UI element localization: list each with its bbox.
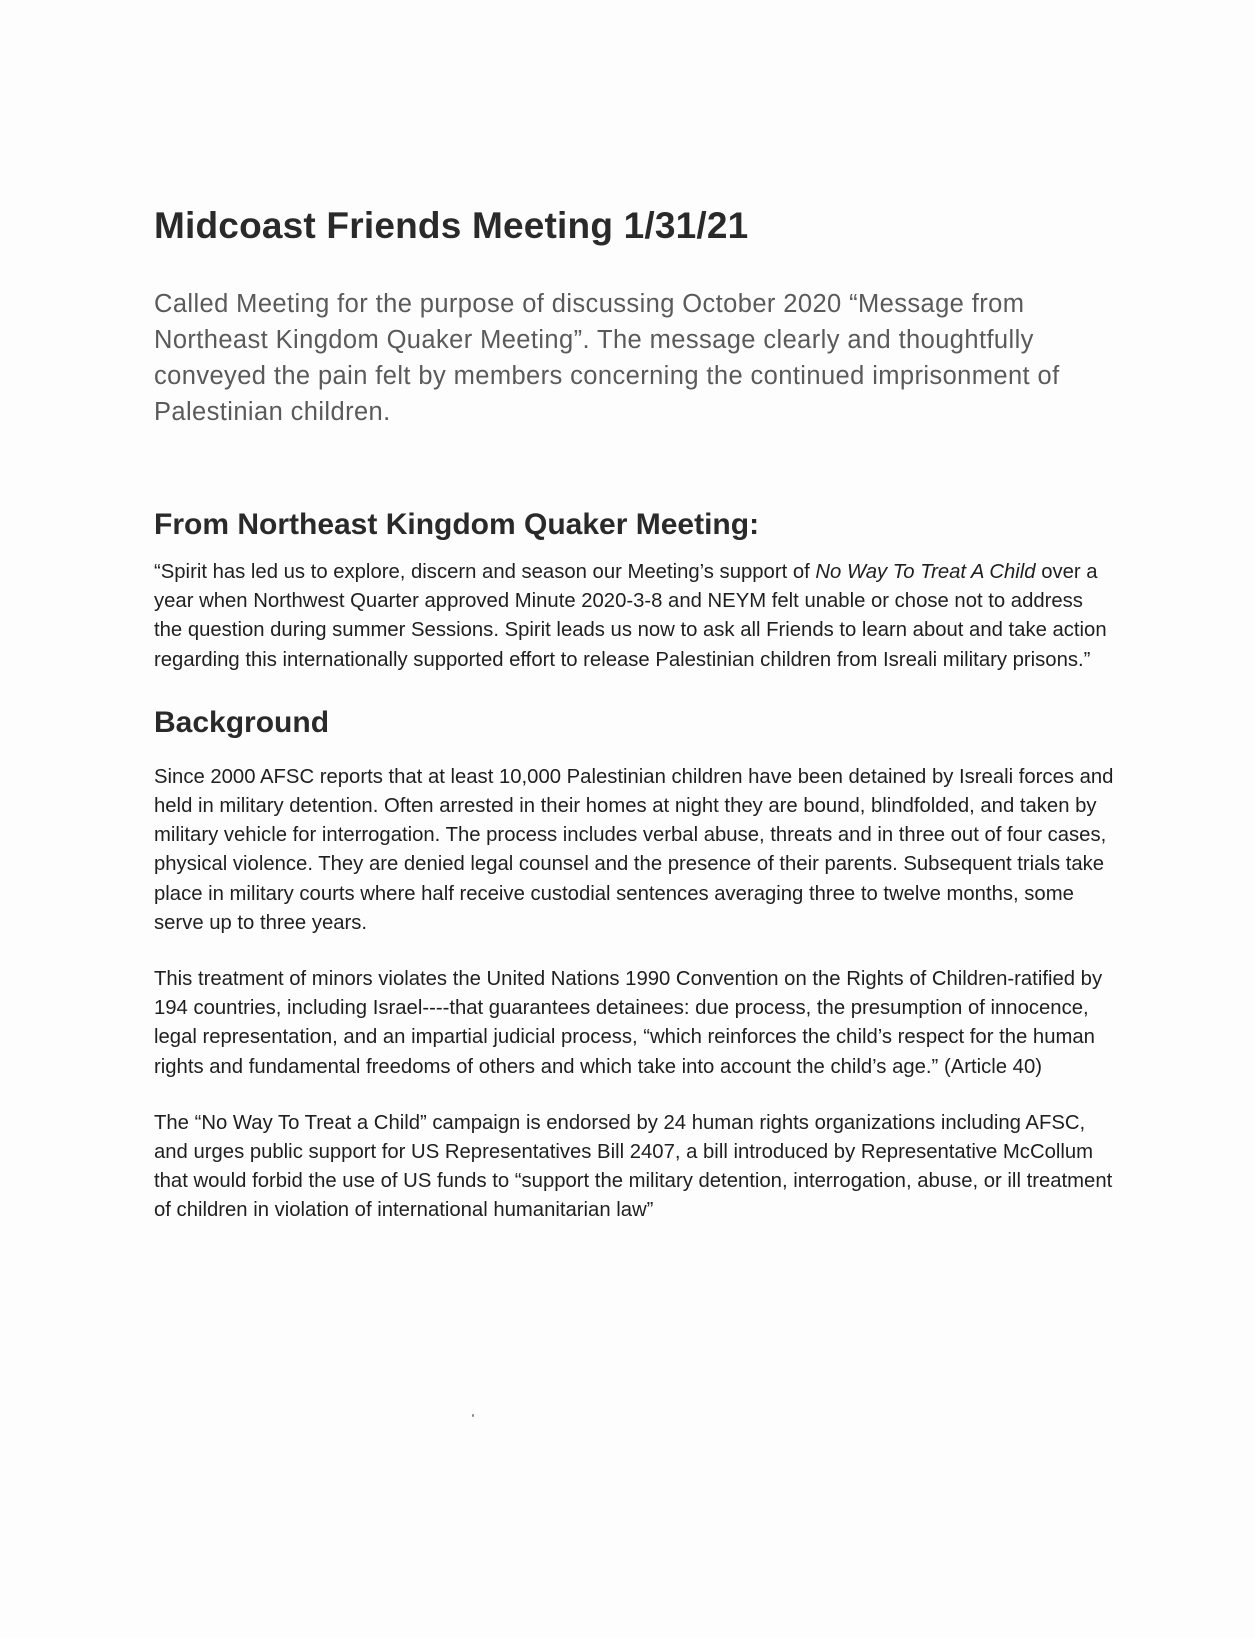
quote-paragraph	[154, 558, 1114, 675]
section-heading-northeast-kingdom: From Northeast Kingdom Quaker Meeting:	[154, 508, 760, 541]
scan-speck	[472, 1414, 474, 1417]
document-title: Midcoast Friends Meeting 1/31/21	[154, 205, 749, 246]
intro-paragraph: Called Meeting for the purpose of discussing October 2020 “Message from Northeast Kingdom Quaker Meeting”. The message clearly and thoughtfully conveyed the pain felt by members concerning the continued imprisonment of Palestinian children.	[154, 290, 1060, 426]
background-paragraph-1: Since 2000 AFSC reports that at least 10,000 Palestinian children have been detained by Isreali forces and held in military detention. Often arrested in their homes at night they are bound, blindfolded, and taken by military vehicle for interrogation. The process includes verbal abuse, threats and in three out of four cases, physical violence. They are denied legal counsel and the presence of their parents. Subsequent trials take place in military courts where half receive custodial sentences averaging three to twelve months, some serve up to three years.	[154, 765, 1114, 934]
background-paragraph-2: This treatment of minors violates the United Nations 1990 Convention on the Rights of Children-ratified by 194 countries, including Israel----that guarantees detainees: due process, the presumption of innocence, legal representation, and an impartial judicial process, “which reinforces the child’s respect for the human rights and fundamental freedoms of others and which take into account the child’s age.” (Article 40)	[154, 968, 1103, 1078]
background-paragraph-3: The “No Way To Treat a Child” campaign is endorsed by 24 human rights organizations including AFSC, and urges public support for US Representatives Bill 2407, a bill introduced by Representative McCollum that would forbid the use of US funds to “support the military detention, interrogation, abuse, or ill treatment of children in violation of international humanitarian law”	[154, 1111, 1113, 1222]
document-content	[154, 196, 1114, 1226]
campaign-name-italic: No Way To Treat A Child	[815, 561, 1036, 583]
section-heading-background: Background	[154, 705, 330, 739]
quote-text-start: “Spirit has led us to explore, discern and season our Meeting’s support of	[154, 561, 816, 583]
quote-text-end: over a year when Northwest Quarter approved Minute 2020-3-8 and NEYM felt unable or chose not to address the question during summer Sessions. Spirit leads us now to ask all Friends to learn about and take action regarding this internationally supported effort to release Palestinian children from Isreali military prisons.”	[154, 561, 1107, 671]
